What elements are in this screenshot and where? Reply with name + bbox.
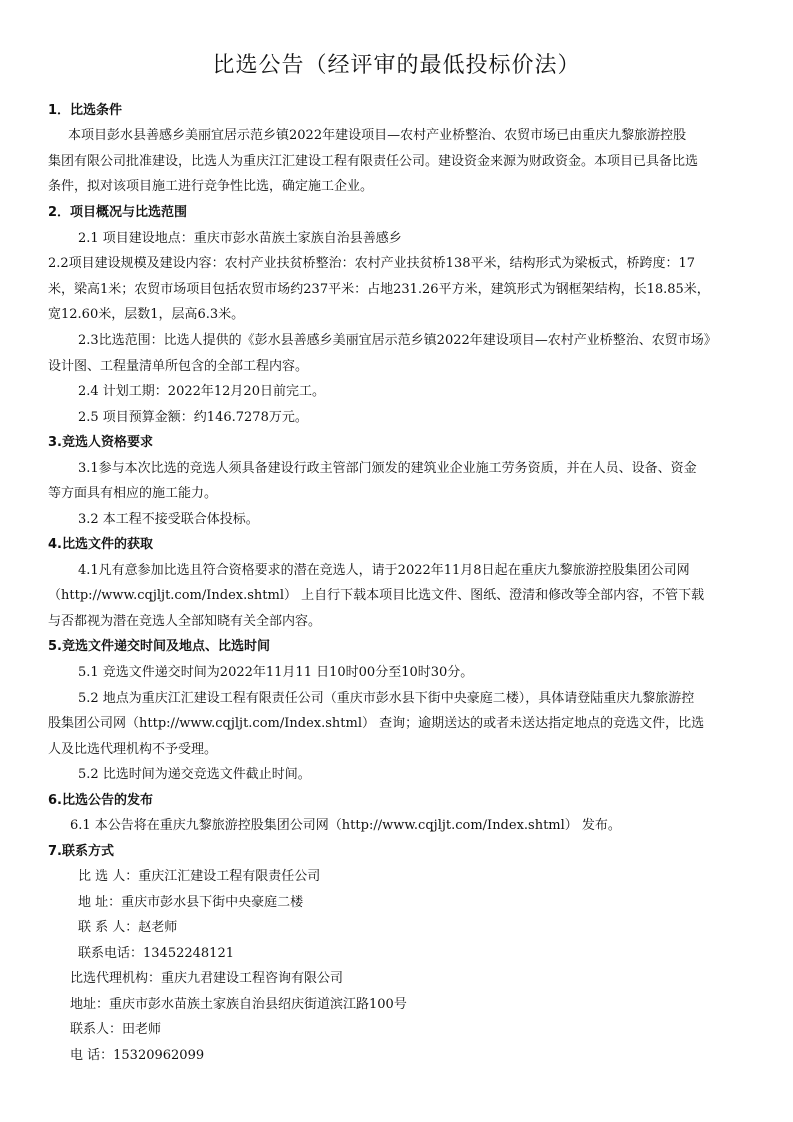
paragraph-line: 与否都视为潜在竞选人全部知晓有关全部内容。 (48, 614, 322, 629)
paragraph-line: 4.1凡有意参加比选且符合资格要求的潜在竞选人，请于2022年11月8日起在重庆九黎旅游控股集团公司网 (78, 563, 690, 578)
section-heading-2: 2．项目概况与比选范围 (48, 205, 188, 220)
page-title: 比选公告（经评审的最低投标价法） (212, 53, 581, 78)
paragraph-line: 等方面具有相应的施工能力。 (48, 486, 218, 501)
paragraph-line: 2.2项目建设规模及建设内容：农村产业扶贫桥整治：农村产业扶贫桥138平米，结构形式为梁板式，桥跨度：17 (48, 256, 696, 271)
paragraph-line: 5.2 地点为重庆江汇建设工程有限责任公司（重庆市彭水县下街中央豪庭二楼），具体请登陆重庆九黎旅游控 (78, 691, 695, 706)
paragraph-line: 5.2 比选时间为递交竞选文件截止时间。 (78, 767, 311, 782)
paragraph-line: 股集团公司网（http://www.cqjljt.com/Index.shtml） 查询；逾期送达的或者未送达指定地点的竞选文件，比选 (48, 716, 705, 731)
contact-line: 电 话：15320962099 (70, 1048, 205, 1063)
paragraph-line: 本项目彭水县善感乡美丽宜居示范乡镇2022年建设项目—农村产业桥整治、农贸市场已由重庆九黎旅游控股 (68, 128, 687, 143)
section-heading-5: 5.竞选文件递交时间及地点、比选时间 (48, 639, 270, 654)
contact-line: 地 址：重庆市彭水县下街中央豪庭二楼 (78, 895, 304, 910)
paragraph-line: 2.3比选范围：比选人提供的《彭水县善感乡美丽宜居示范乡镇2022年建设项目—农村产业桥整治、农贸市场》 (78, 333, 717, 348)
paragraph-line: 6.1 本公告将在重庆九黎旅游控股集团公司网（http://www.cqjljt.com/Index.shtml） 发布。 (70, 818, 621, 833)
contact-line: 地址：重庆市彭水苗族土家族自治县绍庆街道滨江路100号 (70, 997, 407, 1012)
section-heading-4: 4.比选文件的获取 (48, 537, 153, 552)
paragraph-line: 宽12.60米，层数1，层高6.3米。 (48, 307, 245, 322)
paragraph-line: 3.1参与本次比选的竞选人须具备建设行政主管部门颁发的建筑业企业施工劳务资质，并在人员、设备、资金 (78, 461, 697, 476)
paragraph-line: 2.4 计划工期：2022年12月20日前完工。 (78, 384, 325, 399)
section-heading-6: 6.比选公告的发布 (48, 793, 153, 808)
paragraph-line: 集团有限公司批准建设，比选人为重庆江汇建设工程有限责任公司。建设资金来源为财政资金。本项目已具备比选 (48, 154, 699, 169)
paragraph-line: 人及比选代理机构不予受理。 (48, 742, 218, 757)
paragraph-line: 2.1 项目建设地点：重庆市彭水苗族土家族自治县善感乡 (78, 231, 402, 246)
paragraph-line: 条件，拟对该项目施工进行竞争性比选，确定施工企业。 (48, 179, 374, 194)
paragraph-line: （http://www.cqjljt.com/Index.shtml） 上自行下载本项目比选文件、图纸、澄清和修改等全部内容，不管下载 (48, 588, 705, 603)
paragraph-line: 设计图、工程量清单所包含的全部工程内容。 (48, 359, 309, 374)
contact-line: 联系人：田老师 (70, 1022, 162, 1037)
paragraph-line: 3.2 本工程不接受联合体投标。 (78, 512, 259, 527)
contact-line: 联 系 人：赵老师 (78, 920, 178, 935)
contact-line: 比 选 人：重庆江汇建设工程有限责任公司 (78, 869, 321, 884)
contact-line: 比选代理机构：重庆九君建设工程咨询有限公司 (70, 971, 344, 986)
section-heading-1: 1．比选条件 (48, 103, 123, 118)
paragraph-line: 5.1 竞选文件递交时间为2022年11月11 日10时00分至10时30分。 (78, 665, 474, 680)
section-heading-3: 3.竞选人资格要求 (48, 435, 153, 450)
contact-line: 联系电话：13452248121 (78, 946, 234, 961)
section-heading-7: 7.联系方式 (48, 844, 114, 859)
paragraph-line: 米，梁高1米；农贸市场项目包括农贸市场约237平米：占地231.26平方米，建筑形式为钢框架结构，长18.85米， (48, 282, 710, 297)
paragraph-line: 2.5 项目预算金额：约146.7278万元。 (78, 410, 308, 425)
